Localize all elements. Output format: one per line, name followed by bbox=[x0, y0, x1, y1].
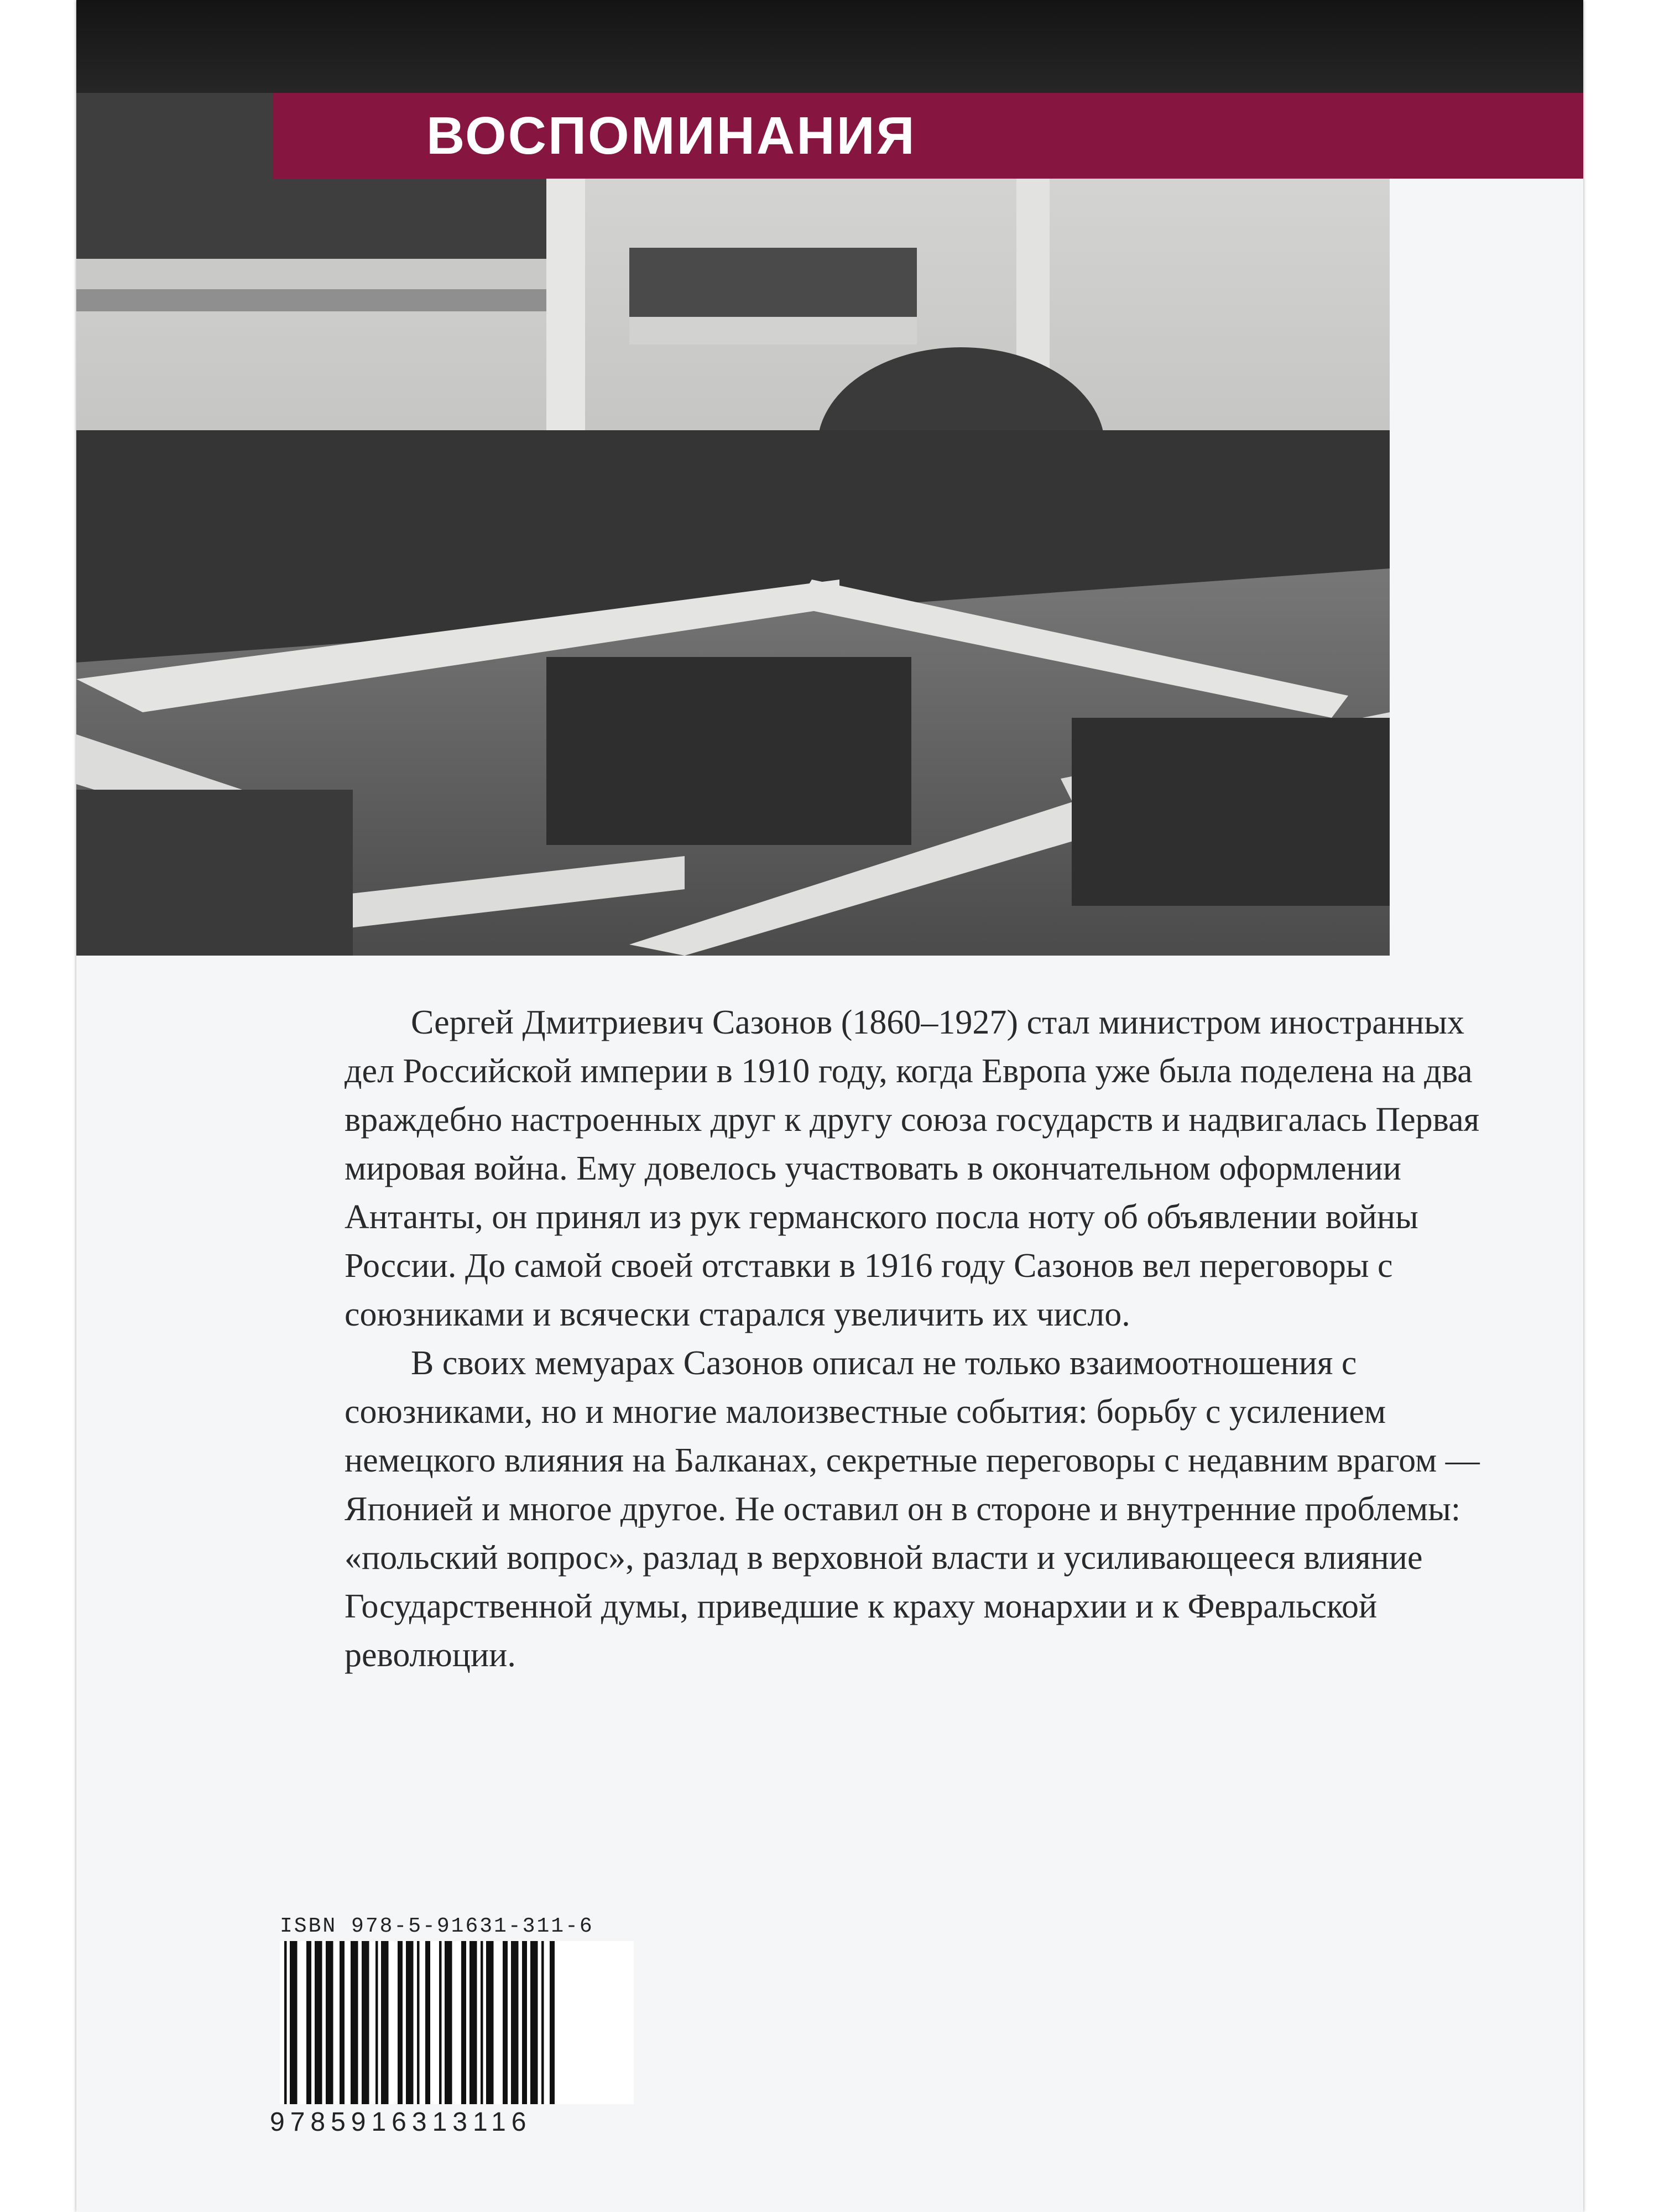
isbn-label: ISBN 978-5-91631-311-6 bbox=[280, 1914, 594, 1938]
barcode-bar bbox=[362, 1941, 369, 2104]
barcode-bar bbox=[541, 1941, 544, 2104]
barcode-bar bbox=[326, 1941, 333, 2104]
conference-hall-photo bbox=[76, 93, 1390, 956]
barcode-bar bbox=[306, 1941, 311, 2104]
barcode-bar bbox=[417, 1941, 420, 2104]
barcode-bar bbox=[284, 1941, 287, 2104]
annotation-text bbox=[345, 998, 1495, 1679]
barcode-bar bbox=[461, 1941, 466, 2104]
barcode-bar bbox=[522, 1941, 527, 2104]
barcode-bar bbox=[503, 1941, 508, 2104]
book-back-cover bbox=[76, 0, 1583, 2212]
barcode-bar bbox=[511, 1941, 519, 2104]
series-band bbox=[273, 93, 1583, 179]
top-dark-band bbox=[76, 0, 1583, 93]
barcode-bar bbox=[425, 1941, 430, 2104]
barcode-bar bbox=[351, 1941, 358, 2104]
annotation-paragraph: Сергей Дмитриевич Сазонов (1860–1927) стал министром иностранных дел Российской империи в 1910 году, когда Европа уже была поделена на два враждебно настроенных друг к другу союза государств и надвигалась Первая мировая война. Ему довелось участвовать в окончательном оформлении Антанты, он принял из рук германского посла ноту об объявлении войны России. До самой своей отставки в 1916 году Сазонов вел переговоры с союзниками и всячески старался увеличить их число. bbox=[345, 1004, 1480, 1333]
barcode-bar bbox=[550, 1941, 555, 2104]
barcode-bar bbox=[381, 1941, 389, 2104]
barcode-bar bbox=[445, 1941, 452, 2104]
series-title: ВОСПОМИНАНИЯ bbox=[426, 106, 916, 165]
barcode-bar bbox=[398, 1941, 403, 2104]
barcode-bar bbox=[486, 1941, 494, 2104]
barcode-bar bbox=[406, 1941, 414, 2104]
annotation-paragraph: В своих мемуарах Сазонов описал не только взаимоотношения с союзниками, но и многие малоизвестные события: борьбу с усилением немецкого влияния на Балканах, секретные переговоры с недавним врагом — Японией и многое другое. Не оставил он в стороне и внутренние проблемы: «польский вопрос», разлад в верховной власти и усиливающееся влияние Государственной думы, приведшие к краху монархии и к Февральской революции. bbox=[345, 1344, 1480, 1674]
barcode-bar bbox=[290, 1941, 298, 2104]
barcode bbox=[280, 1941, 634, 2104]
barcode-bar bbox=[315, 1941, 322, 2104]
barcode-bars bbox=[280, 1941, 634, 2104]
barcode-bar bbox=[469, 1941, 477, 2104]
barcode-bar bbox=[340, 1941, 345, 2104]
barcode-bar bbox=[375, 1941, 378, 2104]
barcode-bar bbox=[439, 1941, 442, 2104]
barcode-digits: 9785916313116 bbox=[270, 2107, 532, 2137]
barcode-bar bbox=[481, 1941, 483, 2104]
barcode-bar bbox=[530, 1941, 538, 2104]
